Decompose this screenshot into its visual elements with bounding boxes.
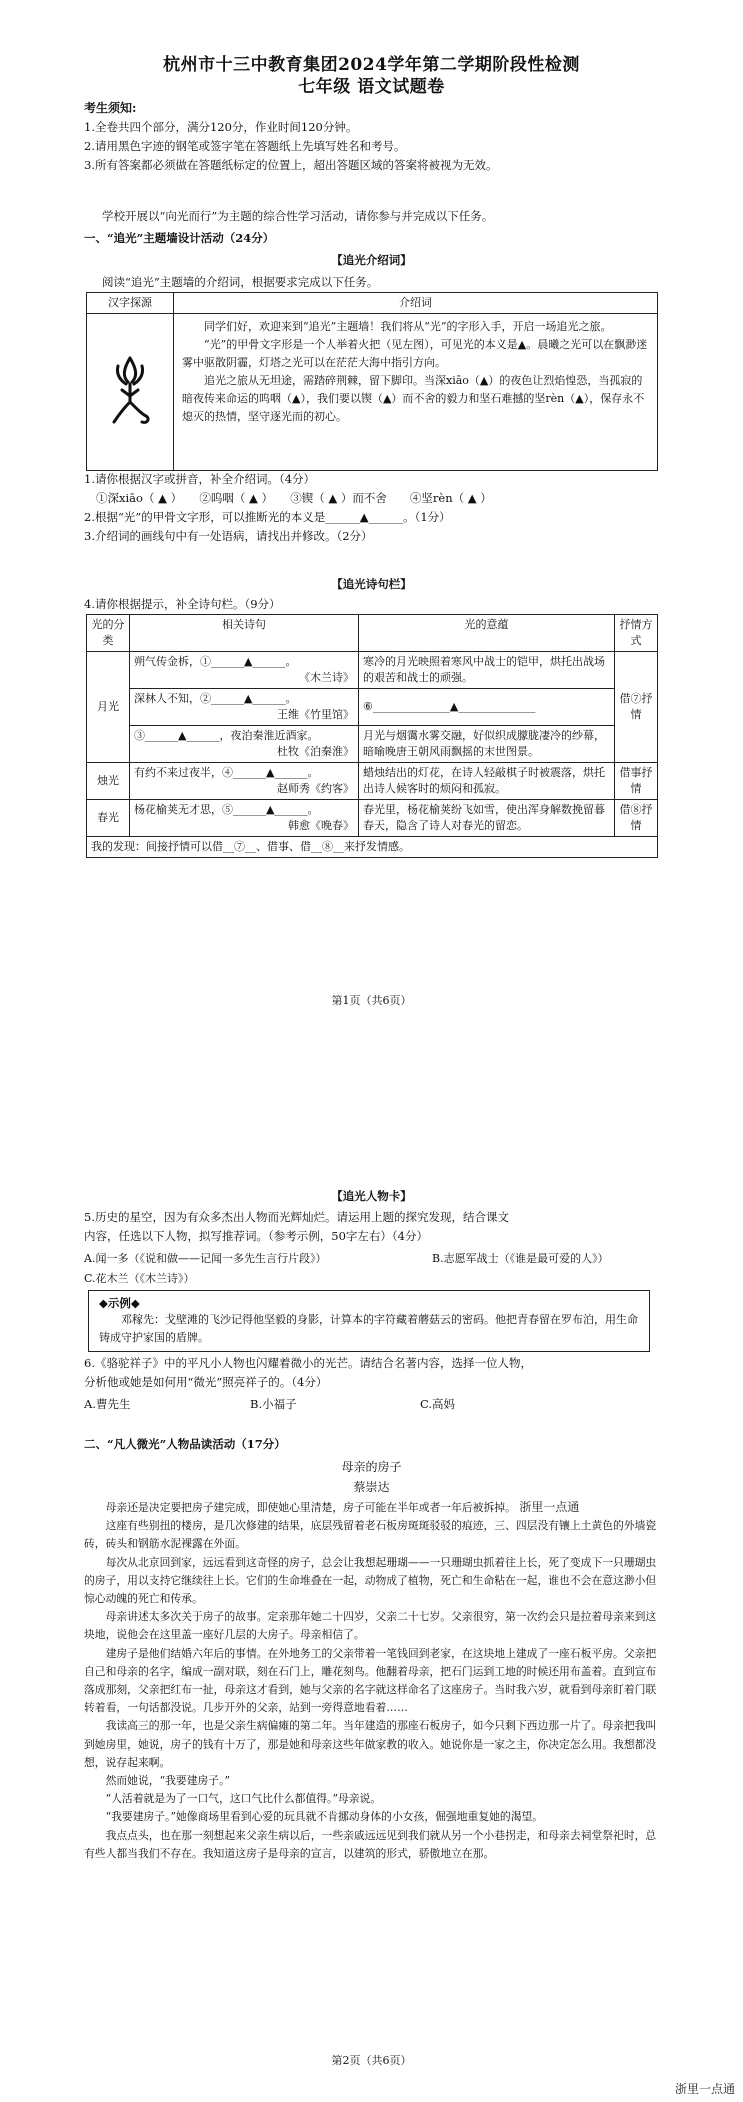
article-paragraph: “我要建房子。”她像商场里看到心爱的玩具就不肯挪动身体的小女孩，倔强地重复她的渴望。 bbox=[105, 1810, 544, 1824]
card1-questions bbox=[84, 470, 704, 546]
question-6-line: 6.《骆驼祥子》中的平凡小人物也闪耀着微小的光芒。请结合名著内容，选择一位人物， bbox=[84, 1356, 532, 1370]
header-meaning: 光的意蕴 bbox=[359, 615, 615, 652]
method-springlight: 借⑧抒情 bbox=[615, 800, 658, 837]
option-b: B.志愿军战士（《谁是最可爱的人》） bbox=[432, 1252, 609, 1265]
intro-text-cell bbox=[174, 314, 658, 471]
section2-heading: 二、“凡人微光”人物品读活动（17分） bbox=[84, 1437, 286, 1451]
article-title: 母亲的房子 bbox=[341, 1460, 402, 1474]
page-footer-1: 第1页（共6页） bbox=[331, 994, 412, 1007]
poem-line: 有约不来过夜半，④______▲______。 bbox=[134, 766, 319, 779]
oracle-glyph-cell bbox=[87, 314, 174, 471]
exam-title: 杭州市十三中教育集团2024学年第二学期阶段性检测 bbox=[163, 55, 580, 75]
q6-option-a: A.曹先生 bbox=[84, 1397, 131, 1411]
notice-list bbox=[84, 118, 684, 175]
header-category: 光的分类 bbox=[87, 615, 130, 652]
category-candlelight: 烛光 bbox=[87, 763, 130, 800]
option-c: C.花木兰（《木兰诗》） bbox=[84, 1272, 195, 1285]
poem-line: 杨花榆荚无才思，⑤______▲______。 bbox=[134, 803, 319, 816]
poem-line: 朔气传金柝，①______▲______。 bbox=[134, 655, 297, 668]
example-text: 邓稼先：戈壁滩的飞沙记得他坚毅的身影，计算本的字符藏着蘑菇云的密码。他把青春留在罗布泊，用生命铸成守护家国的盾牌。 bbox=[99, 1313, 638, 1344]
notice-heading: 考生须知: bbox=[84, 101, 137, 115]
meaning-cell: ⑥______________▲______________ bbox=[359, 689, 615, 726]
article-paragraph: 我读高三的那一年，也是父亲生病偏瘫的第二年。当年建造的那座石板房子，如今只剩下西边那一片了。母亲把我叫到她房里，她说，房子的钱有十万了，那是她和母亲这些年做家教的收入。她说你是一家之主，你决定怎么用。我想都没想，说存起来啊。 bbox=[84, 1719, 657, 1769]
poem-source: 赵师秀《约客》 bbox=[277, 782, 354, 795]
q6-option-c: C.高妈 bbox=[420, 1397, 456, 1411]
article-body bbox=[84, 1498, 660, 1863]
article-paragraph: 然而她说，“我要建房子。” bbox=[105, 1774, 230, 1788]
intro-paragraph: “光”的甲骨文字形是一个人举着火把（见左图），可见光的本义是▲。晨曦之光可以在飘渺迷雾中驱散阴霾，灯塔之光可以在茫茫大海中指引方向。 bbox=[182, 338, 648, 369]
notice-item: 3.所有答案都必须做在答题纸标定的位置上，超出答题区域的答案将被视为无效。 bbox=[84, 158, 498, 172]
poem-cell bbox=[130, 763, 359, 800]
poem-source: 韩愈《晚春》 bbox=[288, 819, 354, 832]
poem-source: 王维《竹里馆》 bbox=[277, 708, 354, 721]
question-1-items: ①深xiāo（ ▲ ） ②呜咽（ ▲ ） ③锲（ ▲ ）而不舍 ④坚rèn（ ▲ ） bbox=[96, 491, 492, 505]
category-moonlight: 月光 bbox=[87, 652, 130, 763]
poem-line: 深林人不知，②______▲______。 bbox=[134, 692, 297, 705]
intro-paragraph: 同学们好，欢迎来到“追光”主题墙！我们将从“光”的字形入手，开启一场追光之旅。 bbox=[204, 320, 612, 333]
article-paragraph: 建房子是他们结婚六年后的事情。在外地务工的父亲带着一笔钱回到老家，在这块地上建成了一座石板平房。父亲把自己和母亲的名字，编成一副对联，刻在石门上，雕花刻鸟。他翻着母亲，把石门运到工地的时候还用布盖着。直到宣布落成那刻，父亲把红布一扯，母亲这才看到，她与父亲的名字就这样命名了这座房子。当时我六岁，就看到母亲盯着门联转着看，一句话都没说。几步开外的父亲，站到一旁得意地看着…… bbox=[84, 1646, 657, 1715]
card1-heading: 【追光介绍词】 bbox=[331, 253, 412, 267]
notice-item: 1.全卷共四个部分，满分120分，作业时间120分钟。 bbox=[84, 120, 358, 134]
poem-cell bbox=[130, 800, 359, 837]
article-paragraph: 母亲讲述太多次关于房子的故事。定亲那年她二十四岁，父亲二十七岁。父亲很穷，第一次约会只是拉着母亲来到这块地，说他会在这里盖一座好几层的大房子。母亲相信了。 bbox=[84, 1610, 657, 1642]
method-candlelight: 借事抒情 bbox=[615, 763, 658, 800]
question-2: 2.根据“光”的甲骨文字形，可以推断光的本义是______▲______。（1分） bbox=[84, 510, 451, 524]
question-1: 1.请你根据汉字或拼音，补全介绍词。（4分） bbox=[84, 472, 316, 486]
article-paragraph: 我点点头，也在那一刻想起来父亲生病以后，一些亲戚远远见到我们就从另一个小巷拐走，和母亲去祠堂祭祀时，总有些人都当我们不存在。我知道这房子是母亲的宣言，以建筑的形式，骄傲地立在那。 bbox=[84, 1828, 657, 1860]
poem-source: 《木兰诗》 bbox=[299, 671, 354, 684]
poem-source: 杜牧《泊秦淮》 bbox=[277, 745, 354, 758]
meaning-cell: 春光里，杨花榆荚纷飞如雪，使出浑身解数挽留暮春天，隐含了诗人对春光的留恋。 bbox=[359, 800, 615, 837]
example-label: ◆示例◆ bbox=[99, 1296, 140, 1310]
question-6 bbox=[84, 1354, 704, 1392]
watermark-text: 浙里一点通 bbox=[519, 1500, 580, 1514]
article-paragraph: 这座有些别扭的楼房，是几次修建的结果，底层残留着老石板房斑斑驳驳的痕迹，三、四层没有镶上土黄色的外墙瓷砖，砖头和钢筋水泥裸露在外面。 bbox=[84, 1519, 657, 1551]
article-paragraph: 每次从北京回到家，远远看到这奇怪的房子，总会让我想起珊瑚——一只珊瑚虫抓着往上长，死了变成下一只珊瑚虫的房子，用以支持它继续往上长。它们的生命堆叠在一起，动物成了植物，死亡和生命粘在一起，谁也不会在意这渺小但惊心动魄的死亡和传承。 bbox=[84, 1555, 657, 1606]
exam-subtitle: 七年级 语文试题卷 bbox=[298, 77, 445, 97]
intro-table bbox=[86, 292, 658, 471]
poem-line: ③______▲______，夜泊秦淮近酒家。 bbox=[134, 729, 319, 742]
question-5 bbox=[84, 1208, 704, 1246]
question-5-line: 内容，任选以下人物，拟写推荐词。（参考示例，50字左右）（4分） bbox=[84, 1229, 428, 1243]
poem-table bbox=[86, 614, 658, 858]
intro-paragraph: 追光之旅从无坦途，需踏碎荆棘，留下脚印。当深xiāo（▲）的夜色让烈焰惶恐，当孤寂的暗夜传来命运的呜咽（▲），我们要以锲（▲）而不舍的毅力和坚石难撼的坚rèn（▲），保存永不熄灭的热情，坚守逐光而的初心。 bbox=[182, 374, 645, 423]
oracle-bone-guang-icon bbox=[102, 354, 158, 426]
question-3: 3.介绍词的画线句中有一处语病，请找出并修改。（2分） bbox=[84, 529, 373, 543]
card1-instruction: 阅读“追光”主题墙的介绍词，根据要求完成以下任务。 bbox=[102, 275, 379, 289]
poem-cell bbox=[130, 652, 359, 689]
question-6-line: 分析他或她是如何用“微光”照亮祥子的。（4分） bbox=[84, 1375, 328, 1389]
poem-cell bbox=[130, 689, 359, 726]
col-hanzi: 汉字探源 bbox=[87, 293, 174, 314]
example-box bbox=[88, 1290, 650, 1352]
section1-heading: 一、“追光”主题墙设计活动（24分） bbox=[84, 231, 275, 245]
page-footer-2: 第2页（共6页） bbox=[331, 2054, 412, 2067]
card2-heading: 【追光诗句栏】 bbox=[331, 577, 412, 591]
option-a: A.闻一多（《说和做——记闻一多先生言行片段》） bbox=[84, 1252, 327, 1265]
card2-instruction: 4.请你根据提示，补全诗句栏。（9分） bbox=[84, 597, 281, 611]
meaning-cell: 月光与烟霭水雾交融，好似织成朦胧凄冷的纱幕，暗喻晚唐王朝风雨飘摇的末世图景。 bbox=[359, 726, 615, 763]
intro-text: 学校开展以“向光而行”为主题的综合性学习活动，请你参与并完成以下任务。 bbox=[102, 209, 494, 223]
question-5-line: 5.历史的星空，因为有众多杰出人物而光辉灿烂。请运用上题的探究发现，结合课文 bbox=[84, 1210, 509, 1224]
header-method: 抒情方式 bbox=[615, 615, 658, 652]
brand-corner-logo: 浙里一点通 bbox=[674, 2082, 735, 2096]
header-poem: 相关诗句 bbox=[130, 615, 359, 652]
poem-cell bbox=[130, 726, 359, 763]
article-paragraph: 母亲还是决定要把房子建完成，即使她心里清楚，房子可能在半年或者一年后被拆掉。 浙里一点通 bbox=[105, 1500, 580, 1514]
meaning-cell: 寒冷的月光映照着寒风中战士的铠甲，烘托出战场的艰苦和战士的顽强。 bbox=[359, 652, 615, 689]
method-moonlight: 借⑦抒情 bbox=[615, 652, 658, 763]
notice-item: 2.请用黑色字迹的钢笔或签字笔在答题纸上先填写姓名和考号。 bbox=[84, 139, 406, 153]
discovery-cell: 我的发现：间接抒情可以借__⑦__、借事、借__⑧__来抒发情感。 bbox=[87, 837, 658, 858]
category-springlight: 春光 bbox=[87, 800, 130, 837]
article-author: 蔡崇达 bbox=[353, 1480, 390, 1494]
col-intro: 介绍词 bbox=[174, 293, 658, 314]
article-paragraph: “人活着就是为了一口气，这口气比什么都值得。”母亲说。 bbox=[105, 1792, 382, 1806]
q6-option-b: B.小福子 bbox=[250, 1397, 297, 1411]
card3-heading: 【追光人物卡】 bbox=[331, 1189, 412, 1203]
meaning-cell: 蜡烛结出的灯花，在诗人轻敲棋子时被震落，烘托出诗人候客时的烦闷和孤寂。 bbox=[359, 763, 615, 800]
